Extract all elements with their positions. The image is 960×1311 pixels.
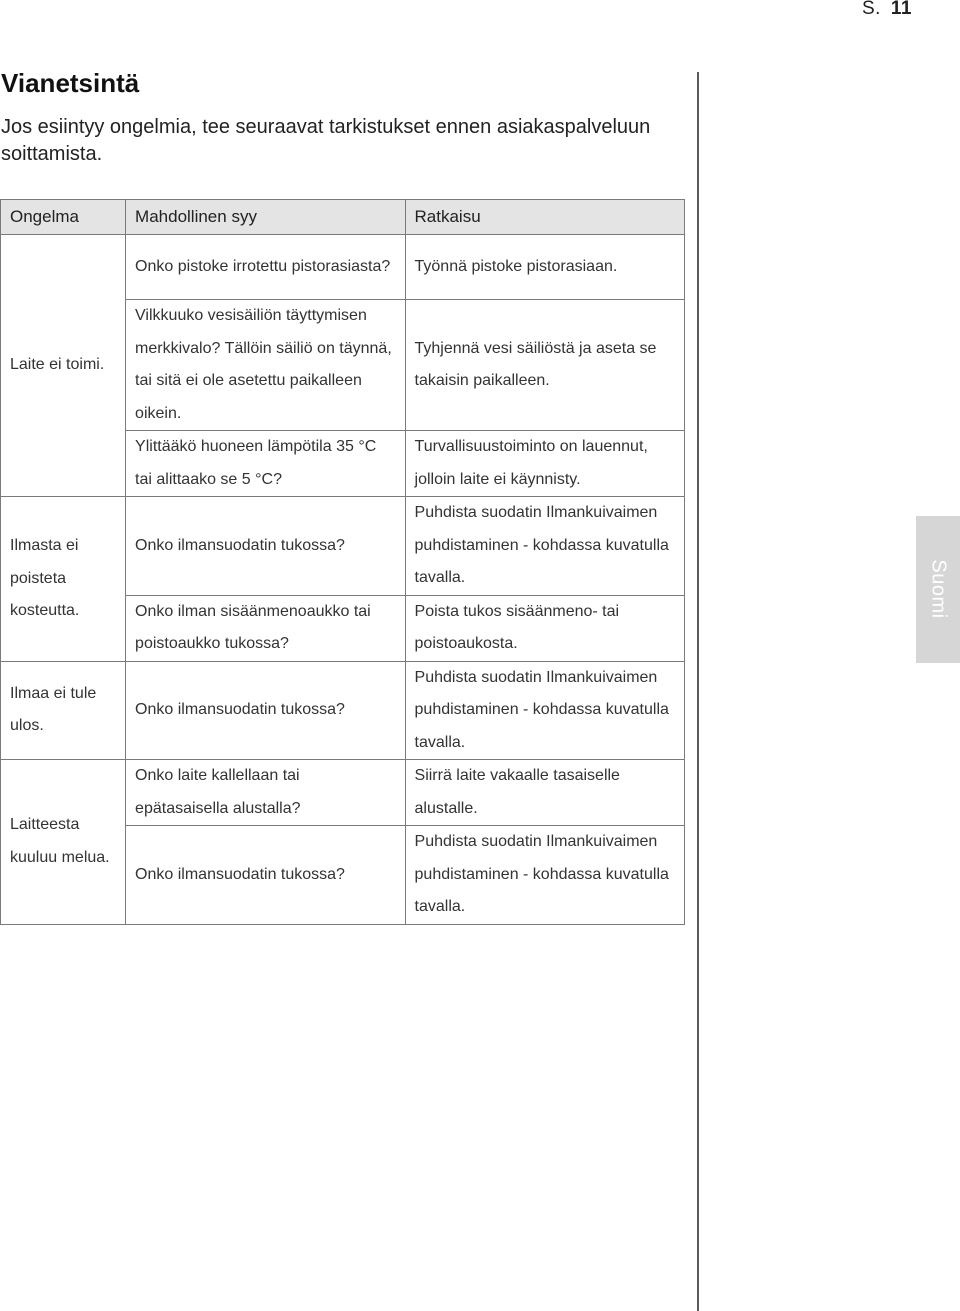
column-divider xyxy=(697,72,699,1311)
cause-cell: Onko ilmansuodatin tukossa? xyxy=(126,661,405,760)
table-row xyxy=(1,661,685,760)
header-problem: Ongelma xyxy=(1,200,126,235)
cause-cell: Onko laite kallellaan tai epätasaisella alustalla? xyxy=(126,760,405,826)
problem-cell: Laite ei toimi. xyxy=(1,235,126,497)
page-title: Vianetsintä xyxy=(1,68,140,98)
table-row xyxy=(1,235,685,300)
header-solution: Ratkaisu xyxy=(405,200,684,235)
intro-text: Jos esiintyy ongelmia, tee seuraavat tarkistukset ennen asiakaspalveluun soittamista. xyxy=(1,116,651,165)
solution-cell: Puhdista suodatin Ilmankuivaimen puhdistaminen - kohdassa kuvatulla tavalla. xyxy=(405,497,684,596)
solution-cell: Tyhjennä vesi säiliöstä ja aseta se takaisin paikalleen. xyxy=(405,300,684,431)
solution-cell: Siirrä laite vakaalle tasaiselle alustalle. xyxy=(405,760,684,826)
table-row xyxy=(1,760,685,826)
solution-cell: Turvallisuustoiminto on lauennut, jolloin laite ei käynnisty. xyxy=(405,431,684,497)
cause-cell: Onko ilmansuodatin tukossa? xyxy=(126,826,405,925)
cause-cell: Onko ilmansuodatin tukossa? xyxy=(126,497,405,596)
cause-cell: Ylittääkö huoneen lämpötila 35 °C tai alittaako se 5 °C? xyxy=(126,431,405,497)
table-row xyxy=(1,497,685,596)
troubleshooting-table xyxy=(0,199,685,925)
cause-cell: Onko pistoke irrotettu pistorasiasta? xyxy=(126,235,405,300)
problem-cell: Ilmaa ei tule ulos. xyxy=(1,661,126,760)
language-tab xyxy=(916,516,960,663)
solution-cell: Työnnä pistoke pistorasiaan. xyxy=(405,235,684,300)
table-header-row xyxy=(1,200,685,235)
header-cause: Mahdollinen syy xyxy=(126,200,405,235)
page-number-value: 11 xyxy=(890,0,912,19)
solution-cell: Puhdista suodatin Ilmankuivaimen puhdistaminen - kohdassa kuvatulla tavalla. xyxy=(405,826,684,925)
cause-cell: Onko ilman sisäänmenoaukko tai poistoaukko tukossa? xyxy=(126,595,405,661)
problem-cell: Ilmasta ei poisteta kosteutta. xyxy=(1,497,126,662)
page-number xyxy=(862,0,912,20)
cause-cell: Vilkkuuko vesisäiliön täyttymisen merkkivalo? Tällöin säiliö on täynnä, tai sitä ei ole asetettu paikalleen oikein. xyxy=(126,300,405,431)
solution-cell: Poista tukos sisäänmeno- tai poistoaukosta. xyxy=(405,595,684,661)
solution-cell: Puhdista suodatin Ilmankuivaimen puhdistaminen - kohdassa kuvatulla tavalla. xyxy=(405,661,684,760)
language-tab-label: Suomi xyxy=(927,559,950,619)
page-number-prefix: S. xyxy=(861,0,881,19)
problem-cell: Laitteesta kuuluu melua. xyxy=(1,760,126,925)
